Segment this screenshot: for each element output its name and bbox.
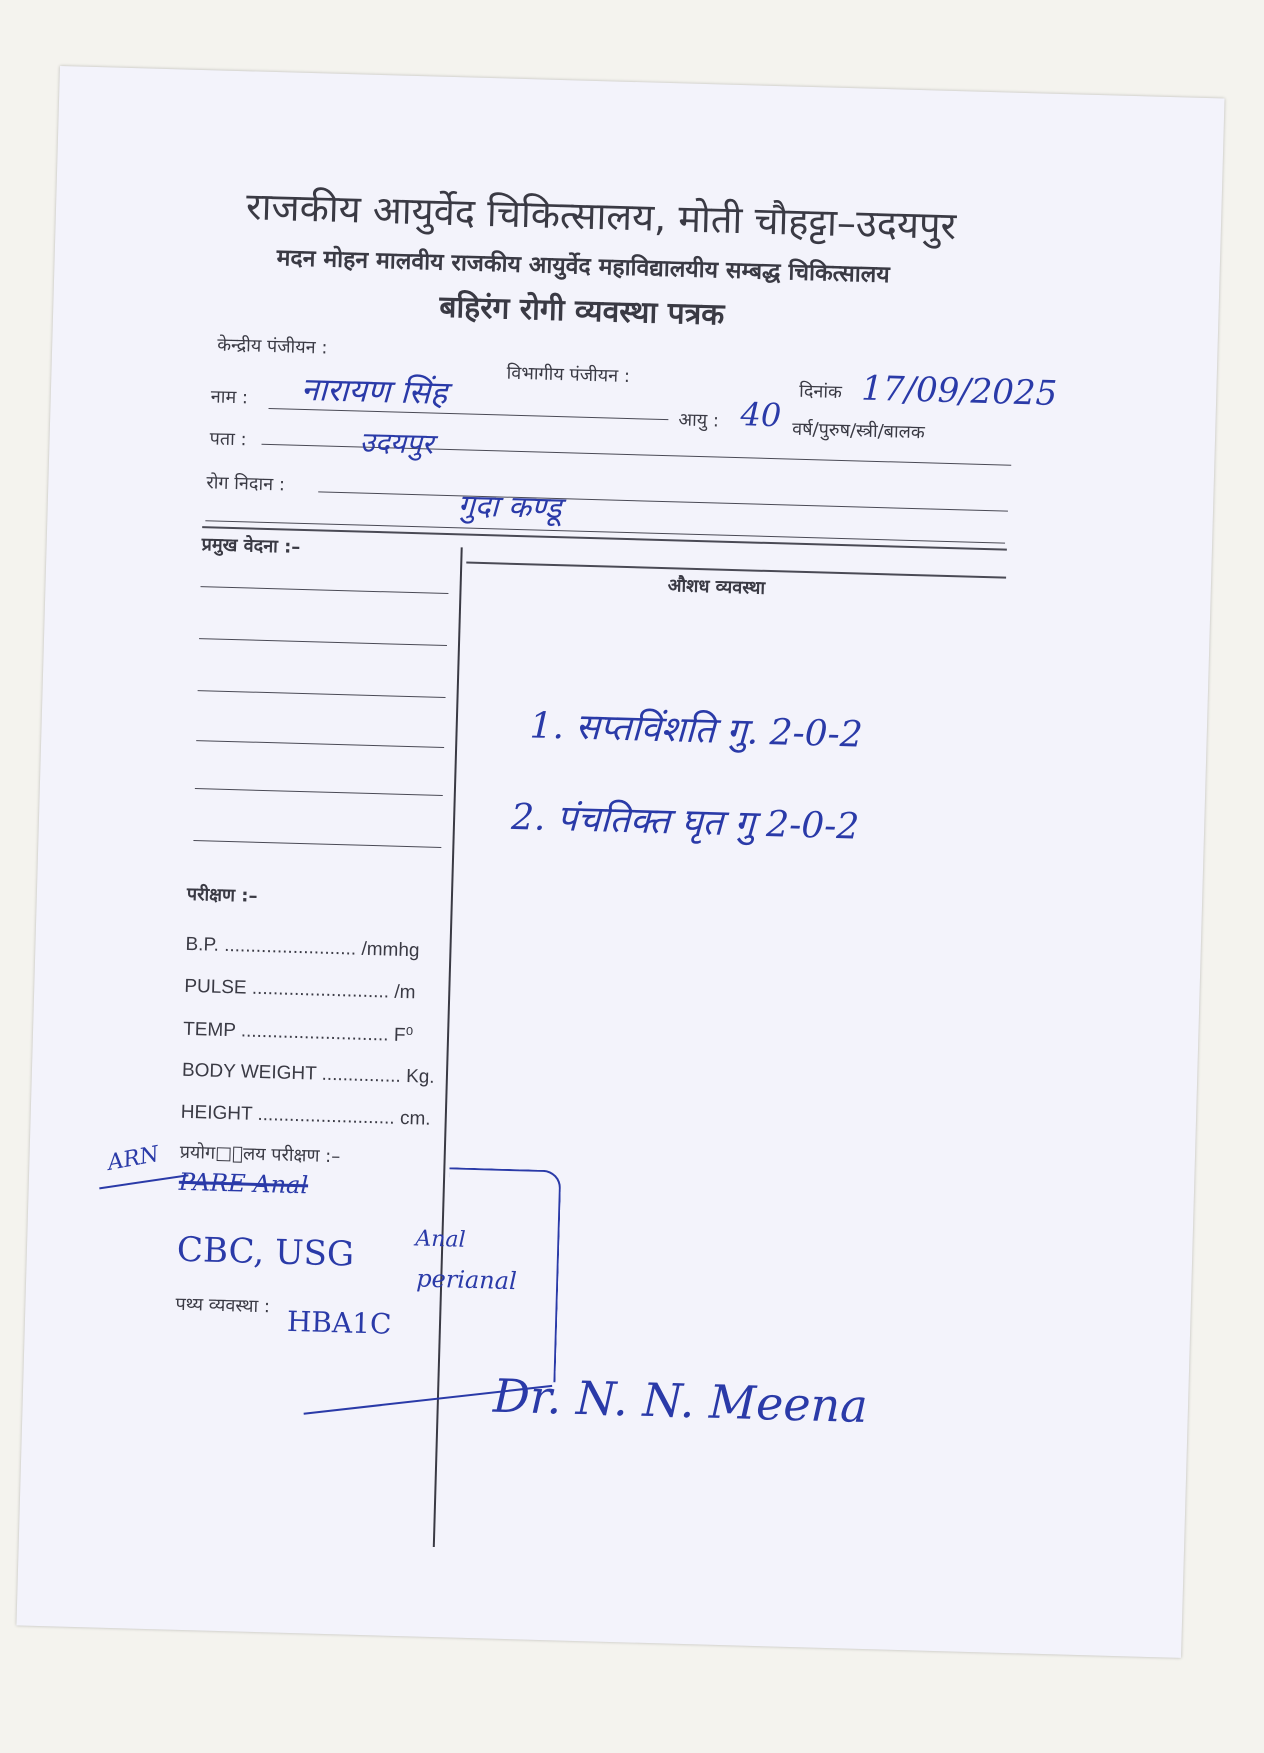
vital-height: HEIGHT .......................... cm. — [180, 1101, 431, 1130]
vital-bp-label: B.P. — [185, 933, 220, 956]
vital-height-label: HEIGHT — [180, 1101, 253, 1125]
complaint-line-2 — [199, 638, 447, 646]
complaint-line-4 — [196, 740, 444, 748]
pen-bracket — [443, 1167, 561, 1382]
name-value: नारायण सिंह — [300, 369, 448, 412]
complaint-line-5 — [195, 788, 443, 796]
vital-pulse-label: PULSE — [184, 975, 247, 999]
medicine-label: औशध व्यवस्था — [667, 575, 766, 599]
diagnosis-underline — [318, 491, 1008, 511]
lab-investigation-label: प्रयोग□ालय परीक्षण :– — [179, 1141, 341, 1168]
name-label: नाम : — [210, 386, 249, 409]
vital-temp-unit: F⁰ — [393, 1024, 414, 1047]
vital-weight-unit: Kg. — [405, 1066, 435, 1088]
anal-note: Anal — [415, 1226, 466, 1253]
vital-temp: TEMP ............................ F⁰ — [182, 1018, 414, 1047]
arn-note: ARN — [105, 1142, 162, 1176]
chief-complaints-label: प्रमुख वेदना :– — [201, 534, 301, 558]
affiliation-line: मदन मोहन मालवीय राजकीय आयुर्वेद महाविद्यालयीय सम्बद्ध चिकित्सालय — [276, 245, 891, 289]
doctor-signature: Dr. N. N. Meena — [492, 1368, 869, 1434]
diet-label: पथ्य व्यवस्था : — [175, 1293, 271, 1318]
complaint-line-1 — [201, 586, 449, 594]
age-gender-options: वर्ष/पुरुष/स्त्री/बालक — [791, 418, 925, 444]
perianal-note: perianal — [415, 1264, 518, 1296]
date-label: दिनांक — [798, 380, 843, 403]
arn-underline — [99, 1174, 188, 1189]
tests-note: CBC, USG — [176, 1229, 355, 1275]
vital-weight: BODY WEIGHT ............... Kg. — [181, 1059, 435, 1088]
opd-form-sheet — [16, 66, 1224, 1658]
vital-bp: B.P. ......................... /mmhg — [185, 933, 420, 962]
prescription-line-2: 2. पंचतिक्त घृत गु 2-0-2 — [510, 796, 860, 848]
age-value: 40 — [740, 395, 782, 435]
department-registration-label: विभागीय पंजीयन : — [506, 362, 631, 388]
vital-bp-unit: /mmhg — [361, 938, 420, 962]
diagnosis-underline-2 — [205, 520, 1005, 543]
vital-weight-label: BODY WEIGHT — [181, 1059, 317, 1085]
address-label: पता : — [209, 428, 247, 451]
address-value: उदयपुर — [359, 425, 434, 461]
examination-label: परीक्षण :– — [186, 883, 258, 907]
diagnosis-label: रोग निदान : — [206, 472, 286, 496]
age-label: आयु : — [678, 409, 720, 432]
form-title: बहिरंग रोगी व्यवस्था पत्रक — [438, 289, 725, 333]
hospital-name: राजकीय आयुर्वेद चिकित्सालय, मोती चौहट्टा–उदयपुर — [245, 184, 957, 249]
vital-pulse-unit: /m — [394, 981, 416, 1004]
hba1c-note: HBA1C — [286, 1304, 392, 1341]
vital-temp-label: TEMP — [182, 1018, 236, 1042]
date-value: 17/09/2025 — [860, 368, 1058, 414]
vital-pulse: PULSE .......................... /m — [184, 975, 416, 1004]
complaint-line-3 — [198, 690, 446, 698]
vital-height-unit: cm. — [399, 1107, 431, 1130]
struck-test-note: PARE Anal — [178, 1167, 309, 1200]
complaint-line-6 — [193, 840, 441, 848]
central-registration-label: केन्द्रीय पंजीयन : — [216, 334, 328, 359]
diagnosis-value: गुदा कण्डू — [457, 488, 562, 527]
prescription-line-1: 1. सप्तविंशति गु. 2-0-2 — [529, 705, 864, 756]
